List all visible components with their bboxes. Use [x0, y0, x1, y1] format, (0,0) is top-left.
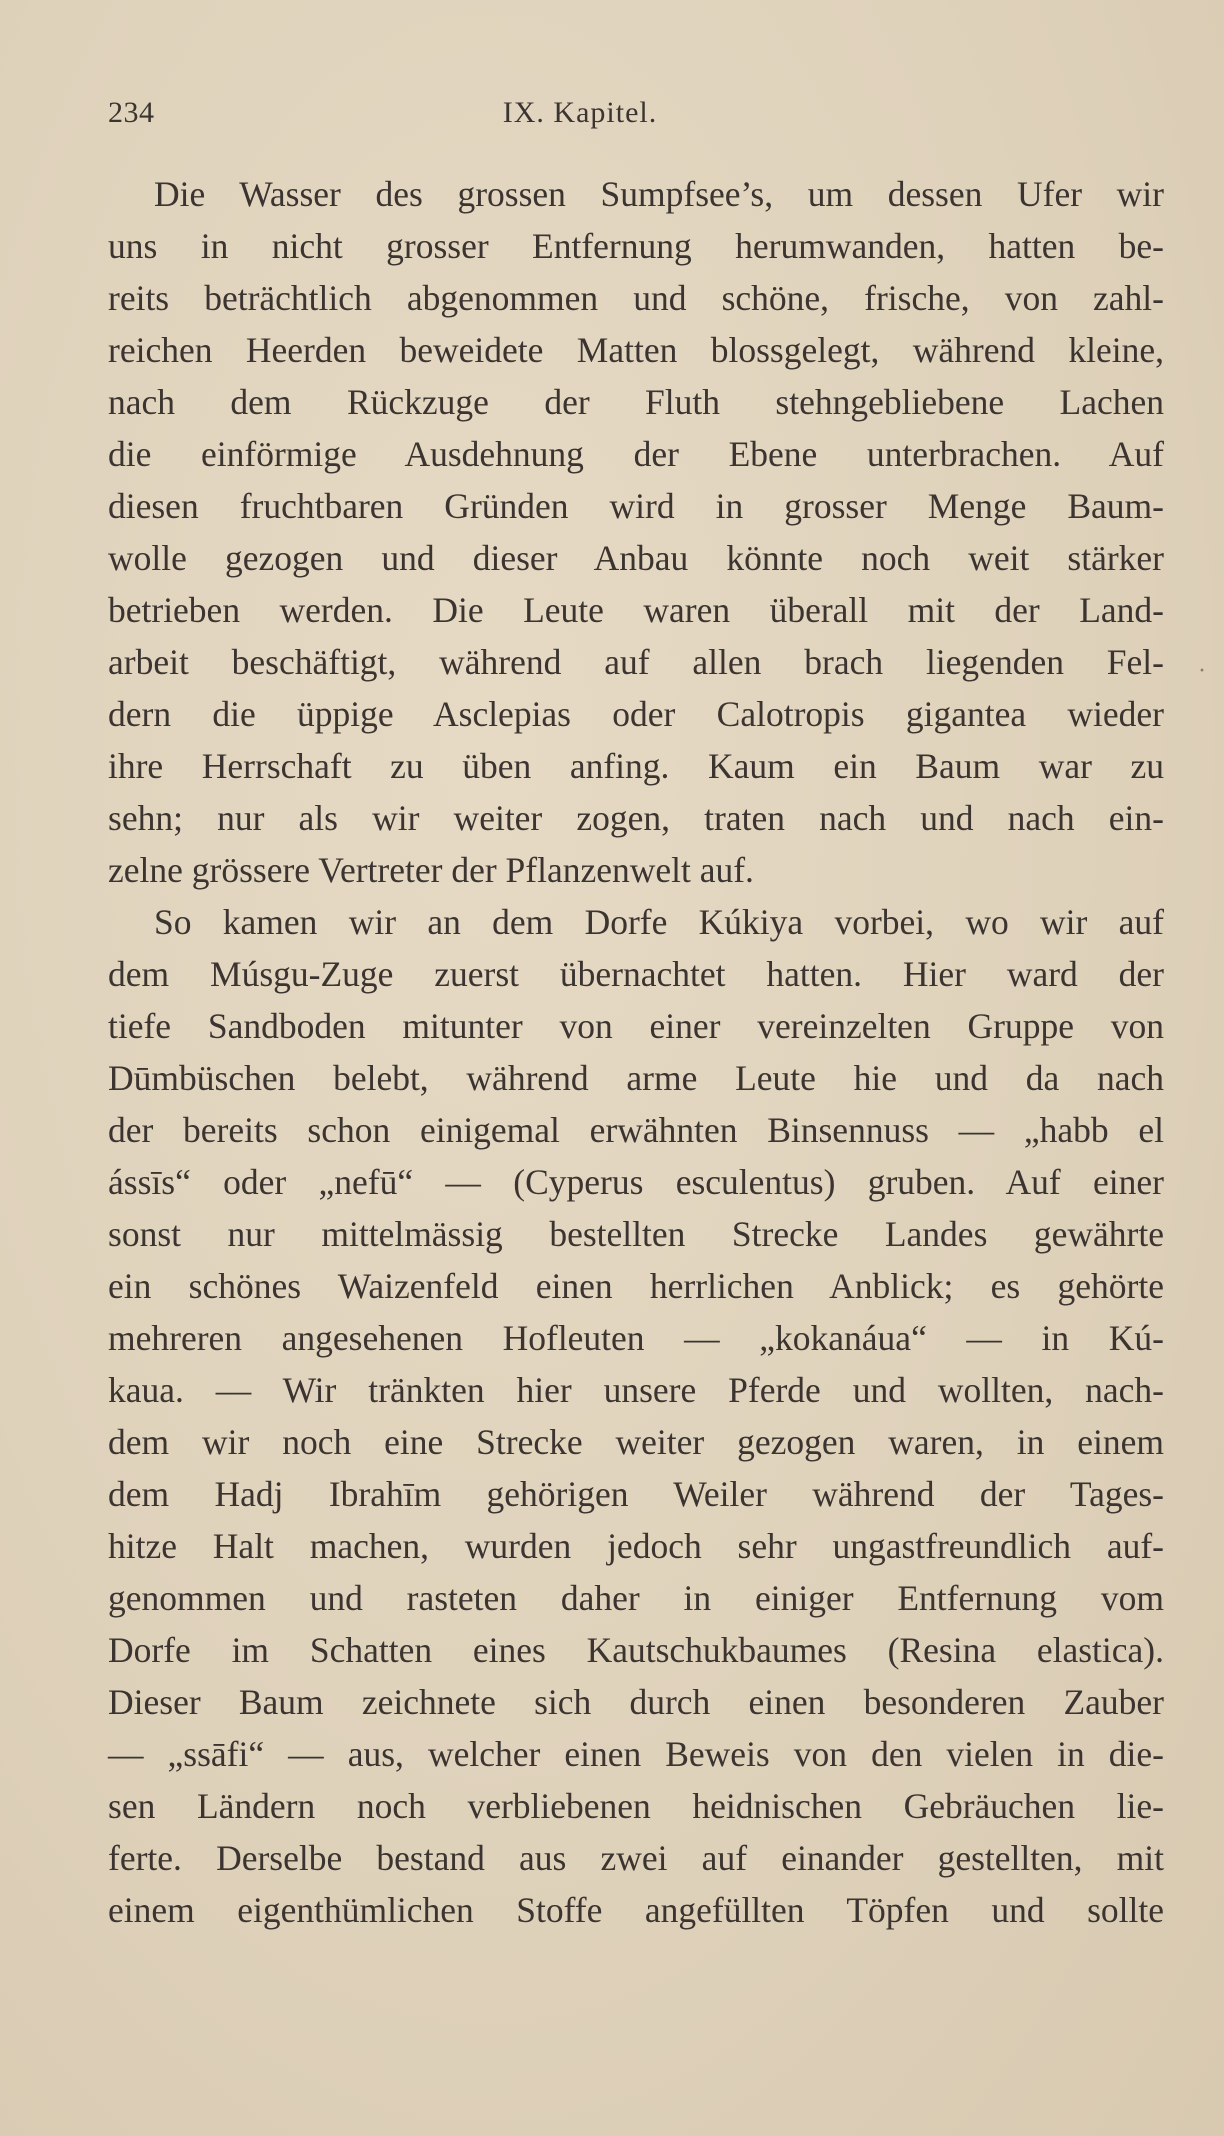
text-line: sehn; nur als wir weiter zogen, traten nach und nach ein-	[108, 798, 1164, 838]
text-line: Dorfe im Schatten eines Kautschukbaumes (Resina elastica).	[108, 1630, 1164, 1670]
text-line: betrieben werden. Die Leute waren überall mit der Land-	[108, 590, 1164, 630]
text-line: mehreren angesehenen Hofleuten — „kokanáua“ — in Kú-	[108, 1318, 1164, 1358]
text-line: arbeit beschäftigt, während auf allen brach liegenden Fel-	[108, 642, 1164, 682]
text-line: ferte. Derselbe bestand aus zwei auf einander gestellten, mit	[108, 1838, 1164, 1878]
margin-dot: ·	[1198, 658, 1206, 684]
running-head: IX. Kapitel.	[502, 96, 658, 129]
text-line: zelne grössere Vertreter der Pflanzenwelt auf.	[108, 850, 754, 890]
text-line: genommen und rasteten daher in einiger Entfernung vom	[108, 1578, 1164, 1618]
text-line: ihre Herrschaft zu üben anfing. Kaum ein Baum war zu	[108, 746, 1164, 786]
text-line: So kamen wir an dem Dorfe Kúkiya vorbei, wo wir auf	[154, 902, 1164, 942]
text-line: ein schönes Waizenfeld einen herrlichen Anblick; es gehörte	[108, 1266, 1164, 1306]
text-line: Die Wasser des grossen Sumpfsee’s, um dessen Ufer wir	[154, 174, 1164, 214]
text-line: tiefe Sandboden mitunter von einer vereinzelten Gruppe von	[108, 1006, 1164, 1046]
page-header	[108, 96, 1164, 140]
text-line: einem eigenthümlichen Stoffe angefüllten Töpfen und sollte	[108, 1890, 1164, 1930]
text-line: Dūmbüschen belebt, während arme Leute hie und da nach	[108, 1058, 1164, 1098]
text-line: kaua. — Wir tränkten hier unsere Pferde und wollten, nach-	[108, 1370, 1164, 1410]
text-line: wolle gezogen und dieser Anbau könnte noch weit stärker	[108, 538, 1164, 578]
text-line: ássīs“ oder „nefū“ — (Cyperus esculentus) gruben. Auf einer	[108, 1162, 1164, 1202]
text-line: nach dem Rückzuge der Fluth stehngebliebene Lachen	[108, 382, 1164, 422]
text-line: reichen Heerden beweidete Matten blossgelegt, während kleine,	[108, 330, 1164, 370]
text-line: reits beträchtlich abgenommen und schöne, frische, von zahl-	[108, 278, 1164, 318]
text-line: sonst nur mittelmässig bestellten Strecke Landes gewährte	[108, 1214, 1164, 1254]
page-number: 234	[108, 96, 155, 129]
text-line: dem Músgu-Zuge zuerst übernachtet hatten. Hier ward der	[108, 954, 1164, 994]
text-line: dern die üppige Asclepias oder Calotropis gigantea wieder	[108, 694, 1164, 734]
text-line: dem Hadj Ibrahīm gehörigen Weiler während der Tages-	[108, 1474, 1164, 1514]
text-line: Dieser Baum zeichnete sich durch einen besonderen Zauber	[108, 1682, 1164, 1722]
text-line: die einförmige Ausdehnung der Ebene unterbrachen. Auf	[108, 434, 1164, 474]
text-line: hitze Halt machen, wurden jedoch sehr ungastfreundlich auf-	[108, 1526, 1164, 1566]
text-line: diesen fruchtbaren Gründen wird in grosser Menge Baum-	[108, 486, 1164, 526]
text-line: — „ssāfi“ — aus, welcher einen Beweis von den vielen in die-	[108, 1734, 1164, 1774]
text-line: dem wir noch eine Strecke weiter gezogen waren, in einem	[108, 1422, 1164, 1462]
text-line: der bereits schon einigemal erwähnten Binsennuss — „habb el	[108, 1110, 1164, 1150]
text-line: uns in nicht grosser Entfernung herumwanden, hatten be-	[108, 226, 1164, 266]
text-line: sen Ländern noch verbliebenen heidnischen Gebräuchen lie-	[108, 1786, 1164, 1826]
body-text	[108, 168, 1164, 1936]
